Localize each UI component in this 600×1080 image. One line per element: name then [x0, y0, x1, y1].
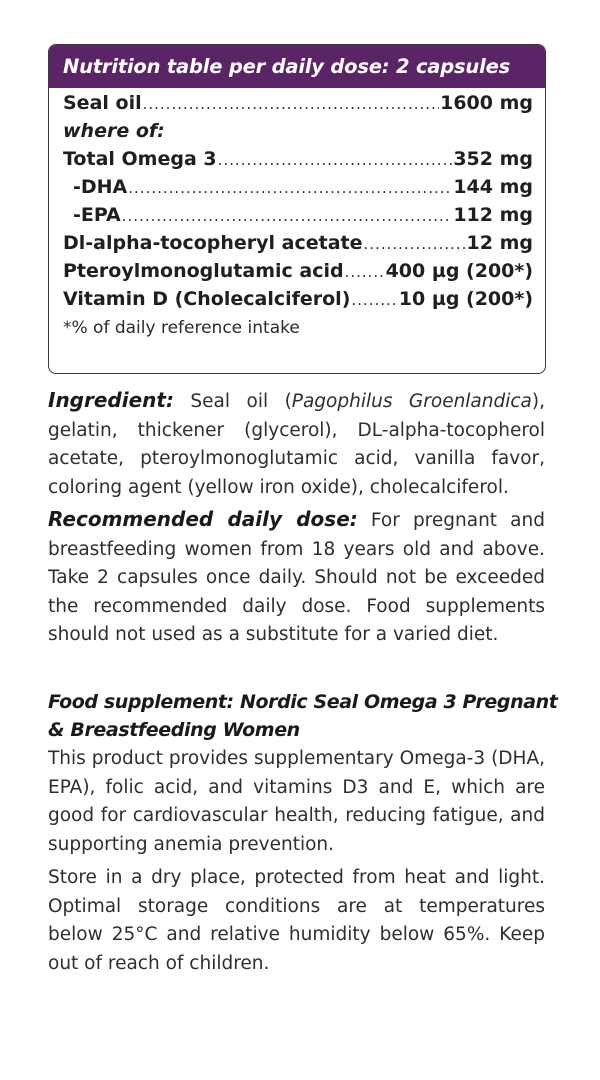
nutrition-footnote: *% of daily reference intake — [63, 318, 300, 338]
nutrition-row-epa — [63, 204, 533, 232]
where-of-label: where of: — [63, 120, 165, 142]
dose-heading: Recommended daily dose: — [48, 507, 358, 531]
nutrition-row-vitamin-d — [63, 288, 533, 316]
nutrition-table — [48, 44, 546, 374]
product-title: Food supplement: Nordic Seal Omega 3 Pregnant & Breastfeeding Women — [48, 691, 558, 741]
ingredient-text-end: ), gelatin, thickener (glycerol), DL-alpha-tocopherol acetate, pteroylmonoglutamic acid, vanilla favor, coloring agent (yellow iron oxide), cholecalciferol. — [48, 391, 545, 498]
nutrition-label: Vitamin D (Cholecalciferol) — [63, 288, 351, 310]
ingredient-heading: Ingredient: — [48, 388, 174, 412]
nutrition-value: 144 mg — [453, 176, 533, 198]
ingredient-text-start: Seal oil ( — [173, 391, 292, 412]
nutrition-label: Pteroylmonoglutamic acid — [63, 260, 344, 282]
nutrition-value: 10 µg (200*) — [398, 288, 533, 310]
ingredient-latin-name: Pagophilus Groenlandica — [291, 391, 532, 412]
product-description: This product provides supplementary Omega-3 (DHA, EPA), folic acid, and vitamins D3 and E, which are good for cardiovascular health, reducing fatigue, and supporting anemia prevention. — [48, 748, 545, 855]
dose-text: For pregnant and breastfeeding women from 18 years old and above. Take 2 capsules once daily. Should not be exceeded the recommended daily dose. Food supplements should not used as a substitute for a varied diet. — [48, 510, 545, 645]
nutrition-label: -EPA — [73, 204, 121, 226]
nutrition-label: Total Omega 3 — [63, 148, 217, 170]
dot-leader — [351, 291, 397, 309]
nutrition-value: 352 mg — [453, 148, 533, 170]
nutrition-value: 1600 mg — [440, 92, 533, 114]
nutrition-value: 400 µg (200*) — [385, 260, 533, 282]
dot-leader — [128, 179, 452, 197]
ingredient-paragraph — [48, 386, 545, 502]
dot-leader — [122, 207, 453, 225]
nutrition-row-seal-oil — [63, 92, 533, 120]
nutrition-table-header: Nutrition table per daily dose: 2 capsules — [49, 45, 545, 88]
nutrition-value: 12 mg — [466, 232, 533, 254]
dose-paragraph — [48, 505, 545, 650]
nutrition-value: 112 mg — [453, 204, 533, 226]
nutrition-row-dha — [63, 176, 533, 204]
nutrition-label: Seal oil — [63, 92, 142, 114]
nutrition-label: Dl-alpha-tocopheryl acetate — [63, 232, 363, 254]
dot-leader — [364, 235, 466, 253]
dot-leader — [143, 95, 439, 113]
nutrition-row-folic-acid — [63, 260, 533, 288]
nutrition-label: -DHA — [73, 176, 128, 198]
nutrition-row-tocopheryl — [63, 232, 533, 260]
storage-instructions: Store in a dry place, protected from heat and light. Optimal storage conditions are at temperatures below 25°C and relative humidity below 65%. Keep out of reach of children. — [48, 867, 545, 974]
dot-leader — [345, 263, 385, 281]
nutrition-row-omega3 — [63, 148, 533, 176]
nutrition-rows — [49, 88, 545, 338]
dot-leader — [218, 151, 453, 169]
